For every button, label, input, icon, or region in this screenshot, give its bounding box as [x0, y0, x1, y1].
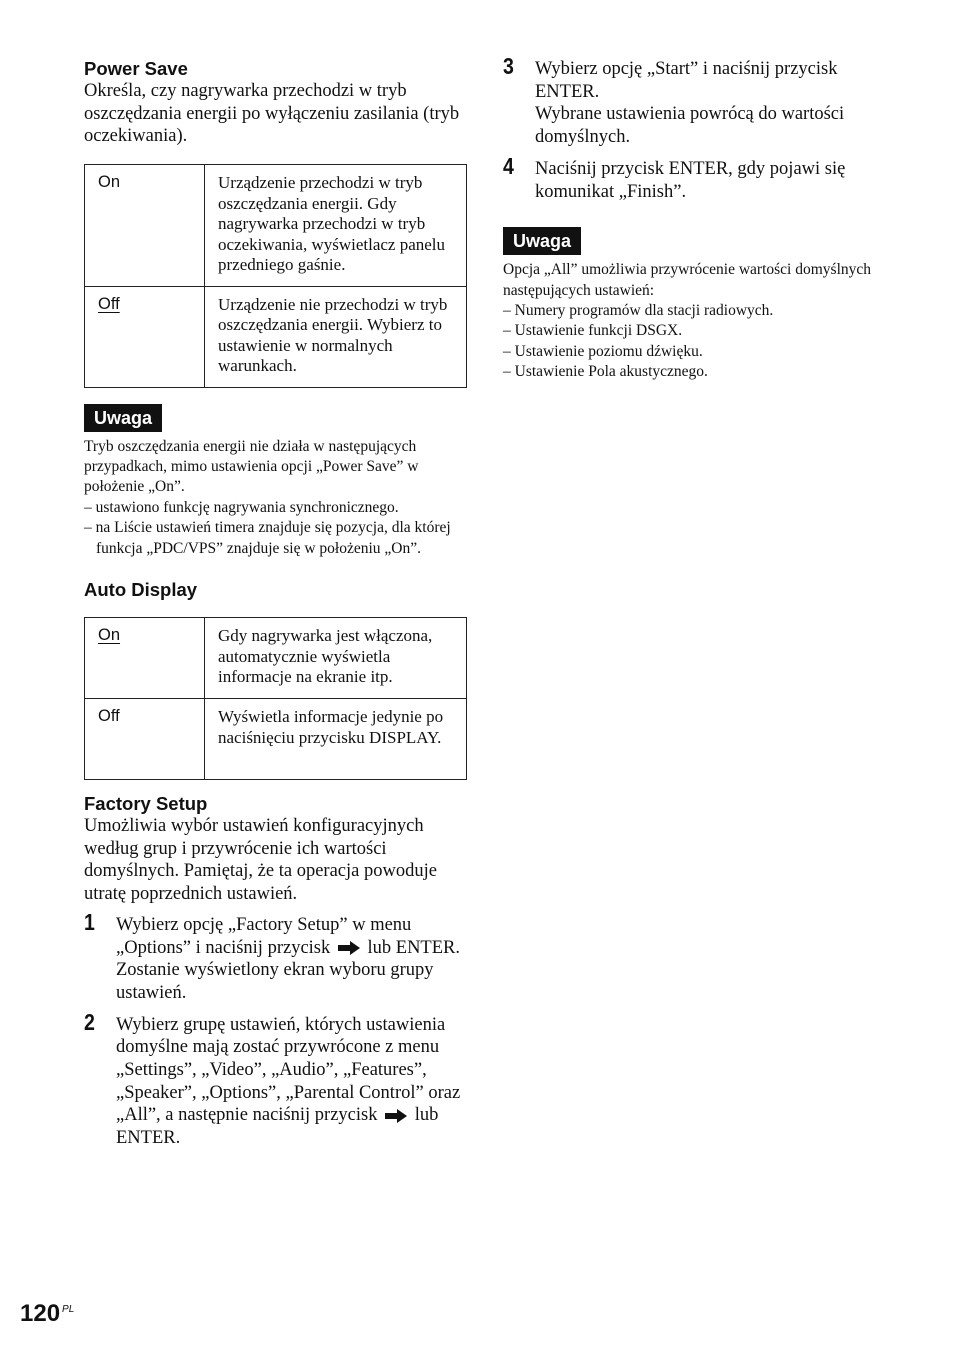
option-value: Urządzenie przechodzi w tryb oszczędzania energii. Gdy nagrywarka przechodzi w tryb oczekiwania, wyświetlacz panelu przedniego gaśnie. [205, 165, 467, 287]
note-item: – Ustawienie funkcji DSGX. [503, 322, 683, 340]
note-item: – Numery programów dla stacji radiowych. [503, 302, 774, 320]
right-arrow-icon [337, 940, 361, 956]
table-row [85, 286, 467, 387]
step-text: Wybierz grupę ustawień, których ustawienia domyślne mają zostać przywrócone z menu „Settings”, „Video”, „Audio”, „Features”, „Speaker”, „Options”, „Parental Control” oraz „All”, a następnie naciśnij przycisk [116, 1014, 461, 1126]
note-label: Uwaga [84, 404, 162, 432]
note-item: – ustawiono funkcję nagrywania synchronicznego. [84, 498, 399, 516]
option-key [85, 165, 205, 287]
option-key-label: On [98, 173, 121, 192]
note-text [84, 437, 467, 559]
step-text: Wybierz opcję „Start” i naciśnij przycisk ENTER. [535, 59, 838, 102]
auto-display-table [84, 617, 467, 780]
step-number: 1 [84, 908, 95, 935]
step-3 [503, 53, 893, 149]
page-lang: PL [62, 1304, 75, 1315]
factory-setup-note [503, 227, 893, 382]
right-column [503, 53, 893, 383]
power-save-table [84, 164, 467, 388]
step-result: Zostanie wyświetlony ekran wyboru grupy ustawień. [116, 960, 434, 1003]
power-save-description: Określa, czy nagrywarka przechodzi w tryb oszczędzania energii po wyłączeniu zasilania (tryb oczekiwania). [84, 81, 460, 147]
table-row [85, 618, 467, 699]
step-4 [503, 152, 893, 203]
factory-setup-description: Umożliwia wybór ustawień konfiguracyjnych według grup i przywrócenie ich wartości domyślnych. Pamiętaj, że ta operacja powoduje utratę poprzednich ustawień. [84, 816, 437, 905]
option-key [85, 618, 205, 699]
note-label: Uwaga [503, 227, 581, 255]
step-2 [84, 1008, 467, 1150]
option-key-label-default: On [98, 626, 121, 645]
note-item: – Ustawienie poziomu dźwięku. [503, 342, 703, 360]
option-key-label-default: Off [98, 294, 120, 313]
option-value: Wyświetla informacje jedynie po naciśnięciu przycisku DISPLAY. [205, 699, 467, 780]
step-text: Naciśnij przycisk ENTER, gdy pojawi się komunikat „Finish”. [535, 158, 846, 202]
option-key [85, 699, 205, 780]
note-item: – Ustawienie Pola akustycznego. [503, 363, 708, 381]
note-item: – na Liście ustawień timera znajduje się pozycja, dla której funkcja „PDC/VPS” znajduje się w położeniu „On”. [84, 519, 451, 557]
power-save-heading: Power Save [84, 58, 188, 79]
step-text-end: lub ENTER. [367, 937, 460, 958]
step-1 [84, 908, 467, 1005]
page-number-value: 120 [20, 1300, 61, 1327]
note-intro: Opcja „All” umożliwia przywrócenie wartości domyślnych następujących ustawień: [503, 261, 872, 299]
power-save-note [84, 404, 467, 559]
step-result: Wybrane ustawienia powrócą do wartości domyślnych. [535, 104, 845, 148]
option-value: Gdy nagrywarka jest włączona, automatycznie wyświetla informacje na ekranie itp. [205, 618, 467, 699]
step-number: 4 [503, 152, 514, 179]
step-text: Wybierz opcję „Factory Setup” w menu „Options” i naciśnij przycisk [116, 914, 412, 958]
step-number: 3 [503, 53, 514, 79]
note-text [503, 260, 893, 382]
factory-setup-heading: Factory Setup [84, 793, 208, 815]
option-key-label: Off [98, 707, 120, 726]
table-row [85, 699, 467, 780]
option-value: Urządzenie nie przechodzi w tryb oszczędzania energii. Wybierz to ustawienie w normalnych warunkach. [205, 286, 467, 387]
right-arrow-icon [384, 1108, 408, 1124]
left-column [84, 58, 467, 1150]
option-key [85, 286, 205, 387]
auto-display-heading: Auto Display [84, 579, 198, 601]
table-row [85, 165, 467, 287]
note-intro: Tryb oszczędzania energii nie działa w następujących przypadkach, mimo ustawienia opcji „Power Save” w położenie „On”. [84, 437, 419, 496]
page-number [20, 1300, 74, 1328]
step-number: 2 [84, 1008, 95, 1035]
step-text-end: lub ENTER. [116, 1105, 439, 1149]
